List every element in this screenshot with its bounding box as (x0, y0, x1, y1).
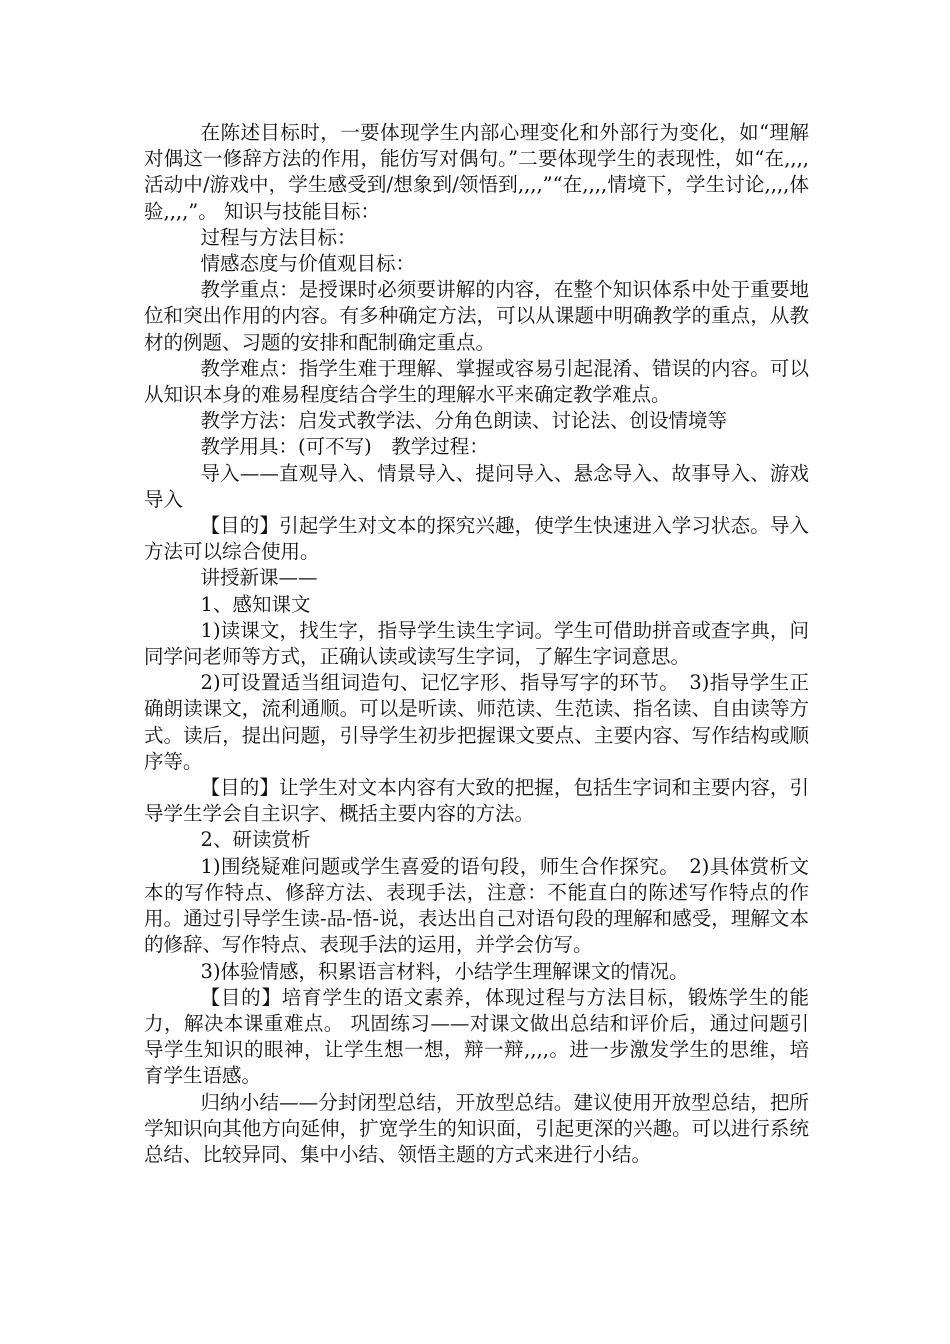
paragraph-teaching-focus: 教学重点：是授课时必须要讲解的内容，在整个知识体系中处于重要地位和突出作用的内容。有多种确定方法，可以从课题中明确教学的重点，从教材的例题、习题的安排和配制确定重点。 (144, 278, 809, 354)
paragraph-section-2-purpose: 【目的】培育学生的语文素养，体现过程与方法目标，锻炼学生的能力，解决本课重难点。 巩固练习——对课文做出总结和评价后，通过问题引导学生知识的眼神，让学生想一想，辩一辩,,,,。进一步激发学生的思维，培育学生语感。 (144, 985, 809, 1088)
paragraph-teaching-method: 教学方法：启发式教学法、分角色朗读、讨论法、创设情境等 (200, 409, 728, 433)
paragraph-emotion-goal: 情感态度与价值观目标： (200, 252, 416, 276)
paragraph-introduction-purpose: 【目的】引起学生对文本的探究兴趣，使学生快速进入学习状态。导入方法可以综合使用。 (144, 514, 809, 564)
paragraph-section-1-heading: 1、感知课文 (200, 592, 311, 616)
paragraph-summary: 归纳小结——分封闭型总结，开放型总结。建议使用开放型总结，把所学知识向其他方向延伸，扩宽学生的知识面，引起更深的兴趣。可以进行系统总结、比较异同、集中小结、领悟主题的方式来进行小结。 (144, 1090, 809, 1166)
paragraph-section-1-item-1: 1)读课文，找生字，指导学生读生字词。学生可借助拼音或查字典，问同学问老师等方式，正确认读或读写生字词，了解生字词意思。 (144, 618, 809, 669)
paragraph-section-2-heading: 2、研读赏析 (200, 828, 311, 852)
paragraph-teaching-tools: 教学用具：(可不写) 教学过程： (200, 435, 489, 459)
paragraph-section-2-item-3: 3)体验情感，积累语言材料，小结学生理解课文的情况。 (200, 959, 689, 983)
paragraph-teaching-difficulty: 教学难点：指学生难于理解、掌握或容易引起混淆、错误的内容。可以从知识本身的难易程度结合学生的理解水平来确定教学难点。 (144, 356, 809, 407)
paragraph-section-2-item-1-2: 1)围绕疑难问题或学生喜爱的语句段，师生合作探究。 2)具体赏析文本的写作特点、修辞方法、表现手法，注意：不能直白的陈述写作特点的作用。通过引导学生读-品-悟-说，表达出自己对语句段的理解和感受，理解文本的修辞、写作特点、表现手法的运用，并学会仿写。 (144, 854, 809, 957)
document-body (144, 120, 809, 1168)
paragraph-introduction: 导入——直观导入、情景导入、提问导入、悬念导入、故事导入、游戏导入 (144, 461, 809, 511)
paragraph-new-lesson: 讲授新课—— (200, 566, 318, 590)
paragraph-process-goal: 过程与方法目标： (200, 225, 357, 249)
paragraph-section-1-purpose: 【目的】让学生对文本内容有大致的把握，包括生字词和主要内容，引导学生学会自主识字、概括主要内容的方法。 (144, 776, 809, 826)
paragraph-section-1-item-2-3: 2)可设置适当组词造句、记忆字形、指导写字的环节。 3)指导学生正确朗读课文，流利通顺。可以是听读、师范读、生范读、指名读、自由读等方式。读后，提出问题，引导学生初步把握课文要点、主要内容、写作结构或顺序等。 (144, 671, 809, 773)
paragraph-goal-statement: 在陈述目标时，一要体现学生内部心理变化和外部行为变化，如“理解对偶这一修辞方法的作用，能仿写对偶句。”二要体现学生的表现性，如“在,,,,活动中/游戏中，学生感受到/想象到/领悟到,,,,”“在,,,,情境下，学生讨论,,,,体验,,,,”。 知识与技能目标： (144, 121, 809, 223)
